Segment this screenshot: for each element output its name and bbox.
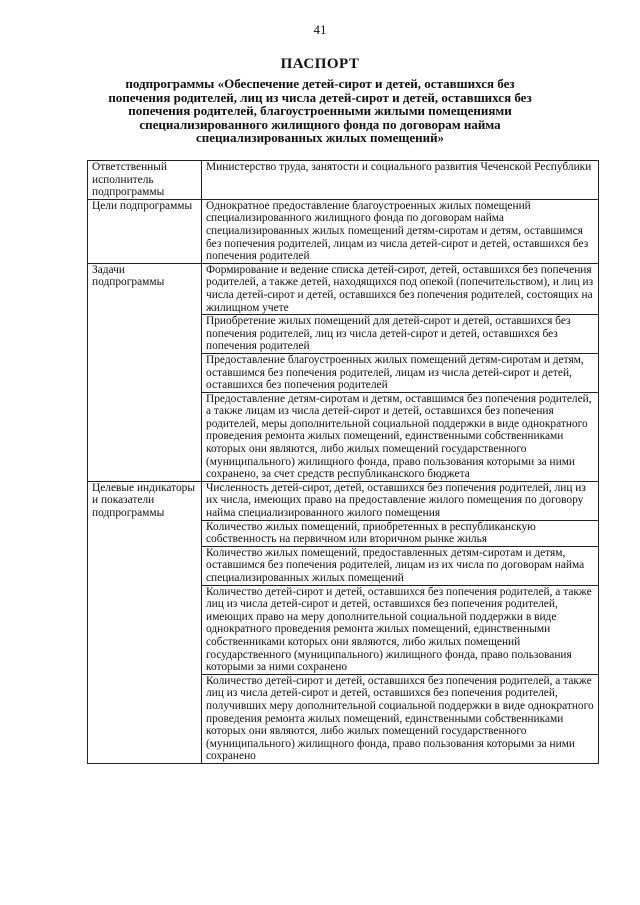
- target-indicators-label-cell: Целевые индикаторы и показатели подпрограммы: [88, 481, 202, 520]
- table-row: [88, 161, 599, 200]
- target-indicators-item: Количество жилых помещений, приобретенных в республиканскую собственность на первичном или вторичном рынке жилья: [202, 520, 599, 546]
- target-indicators-item: Количество детей-сирот и детей, оставшихся без попечения родителей, а также лиц из числа детей-сирот и детей, оставшихся без попечения родителей, имеющих право на меру дополнительной социальной поддержки в виде однократного проведения ремонта жилых помещений, единственными собственниками которых они являются, либо жилых помещений государственного (муниципального) жилищного фонда, право пользования которыми за ними сохранено: [202, 585, 599, 674]
- table-row: [88, 585, 599, 674]
- target-indicators-item: Численность детей-сирот, детей, оставшихся без попечения родителей, лиц из их числа, имеющих право на предоставление жилого помещения по договору найма специализированного жилого помещения: [202, 481, 599, 520]
- program-tasks-label-cell: [88, 353, 202, 392]
- page-number: 41: [313, 22, 327, 37]
- page-subtitle: подпрограммы «Обеспечение детей-сирот и детей, оставшихся без попечения родителей, лиц из числа детей-сирот и детей, оставшихся без попечения родителей, благоустроенными жилыми помещениями специализированного жилищного фонда по договорам найма специализированных жилых помещений»: [108, 76, 532, 145]
- table-row: [88, 199, 599, 263]
- program-goals-label-cell: Цели подпрограммы: [88, 199, 202, 263]
- target-indicators-label-cell: [88, 520, 202, 546]
- table-row: [88, 353, 599, 392]
- passport-table: [87, 160, 599, 764]
- responsible-executor-label-cell: Ответственный исполнитель подпрограммы: [88, 161, 202, 200]
- program-goals-item: Однократное предоставление благоустроенных жилых помещений специализированного жилищного фонда по договорам найма специализированных жилых помещений детям-сиротам и детям, оставшимся без попечения родителей, лицам из числа детей-сирот и детей, оставшихся без попечения родителей: [202, 199, 599, 263]
- program-tasks-item: Приобретение жилых помещений для детей-сирот и детей, оставшихся без попечения родителей, лиц из числа детей-сирот и детей, оставшихся без попечения родителей: [202, 315, 599, 354]
- table-row: [88, 546, 599, 585]
- target-indicators-label-cell: [88, 546, 202, 585]
- program-tasks-label-cell: [88, 392, 202, 481]
- table-row: [88, 315, 599, 354]
- table-row: [88, 481, 599, 520]
- table-row: [88, 263, 599, 314]
- table-row: [88, 674, 599, 763]
- program-tasks-item: Формирование и ведение списка детей-сирот, детей, оставшихся без попечения родителей, а также детей, находящихся под опекой (попечительством), и лиц из числа детей-сирот и детей, оставшихся без попечения родителей, состоящих на жилищном учете: [202, 263, 599, 314]
- program-tasks-item: Предоставление благоустроенных жилых помещений детям-сиротам и детям, оставшимся без попечения родителей, лицам из числа детей-сирот и детей, оставшихся без попечения родителей: [202, 353, 599, 392]
- target-indicators-item: Количество детей-сирот и детей, оставшихся без попечения родителей, а также лиц из числа детей-сирот и детей, оставшихся без попечения родителей, получивших меру дополнительной социальной поддержки в виде однократного проведения ремонта жилых помещений, единственными собственниками которых они являются, либо жилых помещений государственного (муниципального) жилищного фонда, право пользования которыми за ними сохранено: [202, 674, 599, 763]
- program-tasks-item: Предоставление детям-сиротам и детям, оставшимся без попечения родителей, а также лицам из числа детей-сирот и детей, оставшихся без попечения родителей, меры дополнительной социальной поддержки в виде однократного проведения ремонта жилых помещений, единственными собственниками которых они являются, либо жилых помещений государственного (муниципального) жилищного фонда, право пользования которыми за ними сохранено, за счет средств республиканского бюджета: [202, 392, 599, 481]
- program-tasks-label-cell: Задачи подпрограммы: [88, 263, 202, 314]
- target-indicators-label-cell: [88, 674, 202, 763]
- program-tasks-label-cell: [88, 315, 202, 354]
- target-indicators-item: Количество жилых помещений, предоставленных детям-сиротам и детям, оставшимся без попечения родителей, лицам из их числа по договорам найма специализированных жилых помещений: [202, 546, 599, 585]
- table-row: [88, 520, 599, 546]
- passport-table-body: [88, 161, 599, 764]
- responsible-executor-item: Министерство труда, занятости и социального развития Чеченской Республики: [202, 161, 599, 200]
- target-indicators-label-cell: [88, 585, 202, 674]
- table-row: [88, 392, 599, 481]
- page-title: ПАСПОРТ: [280, 56, 360, 72]
